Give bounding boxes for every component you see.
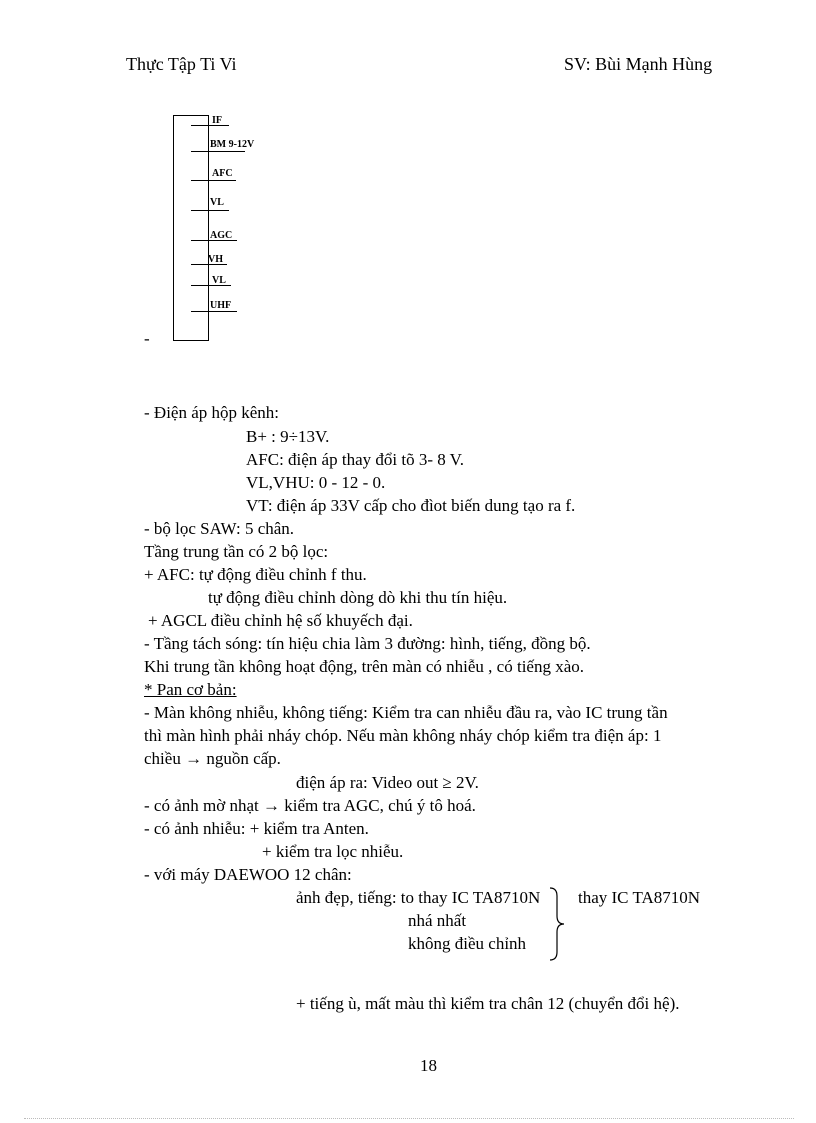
pin-label: VL (210, 197, 224, 208)
pin-label: VH (208, 254, 223, 265)
text-line: thì màn hình phải nháy chóp. Nếu màn không nháy chóp kiểm tra điện áp: 1 (144, 726, 662, 745)
text-line: - có ảnh nhiễu: + kiểm tra Anten. (144, 819, 369, 838)
text-line: Khi trung tần không hoạt động, trên màn có nhiễu , có tiếng xào. (144, 657, 585, 676)
text-line: + kiểm tra lọc nhiễu. (262, 842, 404, 861)
right-brace-icon (548, 886, 568, 962)
text-line: - với máy DAEWOO 12 chân: (144, 865, 352, 884)
text-line: VL,VHU: 0 - 12 - 0. (246, 473, 386, 492)
text-line: thay IC TA8710N (578, 888, 701, 907)
page-divider (24, 1118, 794, 1119)
text-line: B+ : 9÷13V. (246, 427, 330, 446)
text-line: + AGCL điều chỉnh hệ số khuyếch đại. (148, 611, 413, 630)
list-dash: - (144, 329, 150, 348)
text-line: - Điện áp hộp kênh: (144, 403, 280, 422)
text-line: - Tầng tách sóng: tín hiệu chia làm 3 đường: hình, tiếng, đồng bộ. (144, 634, 591, 653)
pin-line (191, 125, 229, 126)
text-line: - bộ lọc SAW: 5 chân. (144, 519, 295, 538)
text-line: không điều chỉnh (408, 934, 527, 953)
section-heading: * Pan cơ bản: (144, 680, 237, 699)
text-line: điện áp ra: Video out ≥ 2V. (296, 773, 479, 792)
text-line: chiều → nguồn cấp. (144, 749, 281, 768)
text-line: tự động điều chỉnh dòng dò khi thu tín hiệu. (208, 588, 508, 607)
pin-line (191, 210, 229, 211)
text-line: + AFC: tự động điều chỉnh f thu. (144, 565, 367, 584)
pin-label: AGC (210, 230, 233, 241)
page-number: 18 (420, 1056, 437, 1075)
pin-label: IF (212, 115, 222, 126)
text-line: nhá nhất (408, 911, 467, 930)
text-line: VT: điện áp 33V cấp cho đìot biến dung tạo ra f. (246, 496, 576, 515)
text-line: + tiếng ù, mất màu thì kiểm tra chân 12 (chuyển đổi hệ). (296, 994, 680, 1013)
text-line: Tầng trung tần có 2 bộ lọc: (144, 542, 329, 561)
tuner-box (173, 115, 209, 341)
header-left: Thực Tập Ti Vi (126, 54, 237, 74)
text-line: - Màn không nhiễu, không tiếng: Kiểm tra can nhiễu đầu ra, vào IC trung tần (144, 703, 668, 722)
pin-label: VL (212, 275, 226, 286)
pin-label: AFC (212, 168, 233, 179)
text-line: - có ảnh mờ nhạt → kiểm tra AGC, chú ý tô hoá. (144, 796, 476, 815)
pin-line (191, 151, 245, 152)
pin-label: UHF (210, 300, 232, 311)
text-line: ảnh đẹp, tiếng: to thay IC TA8710N (296, 888, 541, 907)
pin-label: BM 9-12V (210, 139, 255, 150)
pin-line (191, 180, 236, 181)
header-right: SV: Bùi Mạnh Hùng (564, 54, 713, 74)
text-line: AFC: điện áp thay đổi tõ 3- 8 V. (246, 450, 465, 469)
